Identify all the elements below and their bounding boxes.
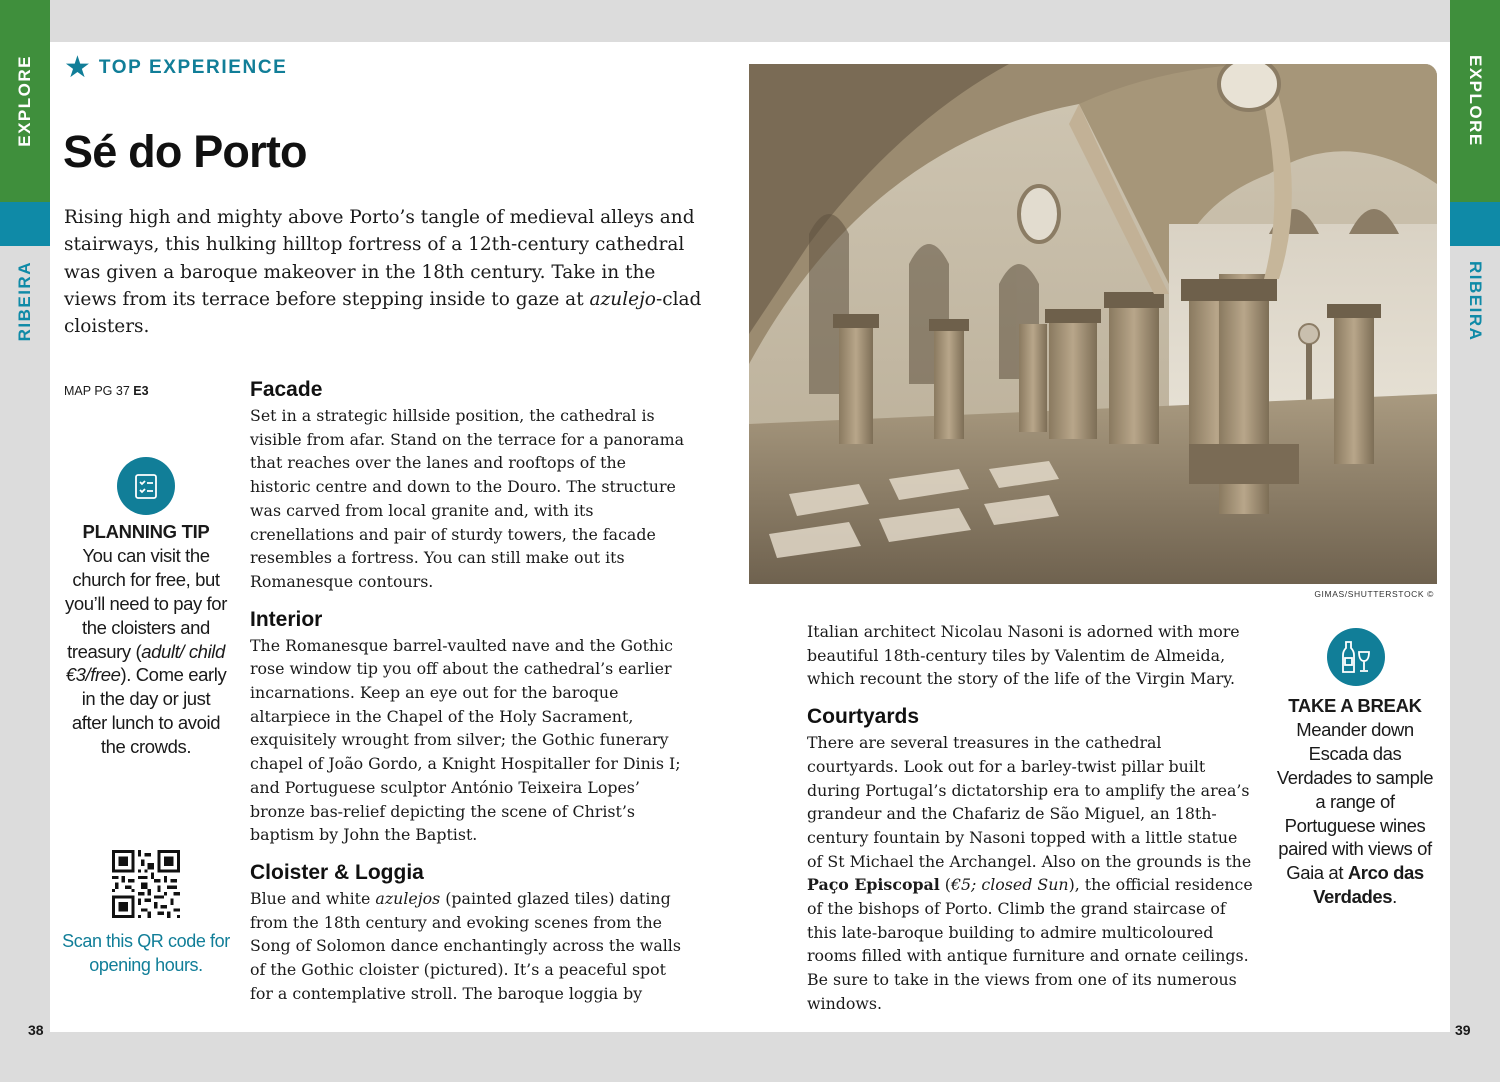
- facade-text: Set in a strategic hillside position, the cathedral is visible from afar. Stand on the terrace for a panorama that reaches over the lanes and rooftops of the historic centre and down to the Douro. The structure was carved from local granite and, with its crenellations and pair of sturdy towers, the facade resembles a fortress. You can still make out its Romanesque contours.: [250, 406, 684, 591]
- explore-tab-label: EXPLORE: [1466, 55, 1485, 147]
- planning-tip: [64, 520, 228, 759]
- facade-heading: Facade: [250, 378, 323, 401]
- courtyards-heading: Courtyards: [807, 705, 920, 729]
- explore-tab-label: EXPLORE: [15, 55, 34, 147]
- qr-code[interactable]: [112, 850, 180, 918]
- ribeira-tab-label: RIBEIRA: [15, 260, 34, 342]
- wine-icon: [1327, 628, 1385, 686]
- ribeira-tab: [1450, 246, 1500, 356]
- ribeira-tab-bar: [0, 202, 50, 246]
- cloister-text: Blue and white azulejos (painted glazed tiles) dating from the 18th century and evoking scenes from the Song of Solomon dance enchantingly across the walls of the Gothic cloister (pictured). It’s a peaceful spot for a contemplative stroll. The baroque loggia by: [250, 888, 681, 1003]
- page-number-left: 38: [28, 1022, 44, 1038]
- cloister-heading: Cloister & Loggia: [250, 860, 424, 884]
- qr-caption: Scan this QR code for opening hours.: [62, 931, 230, 975]
- page-title: Sé do Porto: [63, 126, 307, 177]
- take-a-break-heading: TAKE A BREAK: [1288, 695, 1422, 716]
- photo-credit: GIMAS/SHUTTERSTOCK ©: [1314, 589, 1434, 599]
- star-icon: ★: [64, 51, 91, 84]
- main-column: [250, 378, 690, 1019]
- ribeira-tab: [0, 246, 50, 356]
- right-page-edge: [1450, 0, 1500, 1082]
- checklist-icon: [117, 457, 175, 515]
- second-column: [807, 620, 1255, 1030]
- map-reference: MAP PG 37 E3: [64, 384, 149, 398]
- intro-paragraph: Rising high and mighty above Porto’s tangle of medieval alleys and stairways, this hulking hilltop fortress of a 12th-century cathedral was given a baroque makeover in the 18th century. Take in the views from its terrace before stepping inside to gaze at azulejo-clad cloisters.: [64, 207, 702, 338]
- explore-tab: [1450, 0, 1500, 202]
- interior-text: The Romanesque barrel-vaulted nave and the Gothic rose window tip you off about the cathedral’s earlier incarnations. Keep an eye out for the baroque altarpiece in the Chapel of the Holy Sacrament, exquisitely wrought from silver; the Gothic funerary chapel of João Gordo, a Knight Hospitaller for Dinis I; and Portuguese sculptor António Teixeira Lopes’ bronze bas-relief depicting the scene of Christ’s baptism by John the Baptist.: [250, 635, 681, 845]
- cloister-photo: [749, 64, 1437, 584]
- ribeira-tab-label: RIBEIRA: [1466, 260, 1485, 342]
- courtyards-text: There are several treasures in the cathedral courtyards. Look out for a barley-twist pillar built during Portugal’s dictatorship era to amplify the area’s grandeur and the Chafariz de São Miguel, an 18th-century fountain by Nasoni topped with a little statue of St Michael the Archangel. Also on the grounds is the Paço Episcopal (€5; closed Sun), the official residence of the bishops of Porto. Climb the grand staircase of this late-baroque building to admire multicoloured rooms filled with antique furniture and ornate ceilings. Be sure to take in the views from one of its numerous windows.: [807, 733, 1253, 1013]
- explore-tab: [0, 0, 50, 202]
- left-page-edge: [0, 0, 50, 1082]
- ribeira-tab-bar: [1450, 202, 1500, 246]
- cloister-text-continued: Italian architect Nicolau Nasoni is adorned with more beautiful 18th-century tiles by Valentim de Almeida, which recount the story of the life of the Virgin Mary.: [807, 622, 1240, 689]
- planning-tip-heading: PLANNING TIP: [82, 521, 210, 542]
- take-a-break: [1270, 694, 1440, 909]
- take-a-break-text: Meander down Escada das Verdades to sample a range of Portuguese wines paired with views of Gaia at Arco das Verdades.: [1276, 718, 1434, 908]
- top-experience-kicker: ★ TOP EXPERIENCE: [64, 51, 288, 84]
- planning-tip-text: You can visit the church for free, but you’ll need to pay for the cloisters and treasury (adult/ child €3/free). Come early in the day or just after lunch to avoid the crowds.: [65, 544, 227, 758]
- page-number-right: 39: [1455, 1022, 1471, 1038]
- interior-heading: Interior: [250, 607, 323, 631]
